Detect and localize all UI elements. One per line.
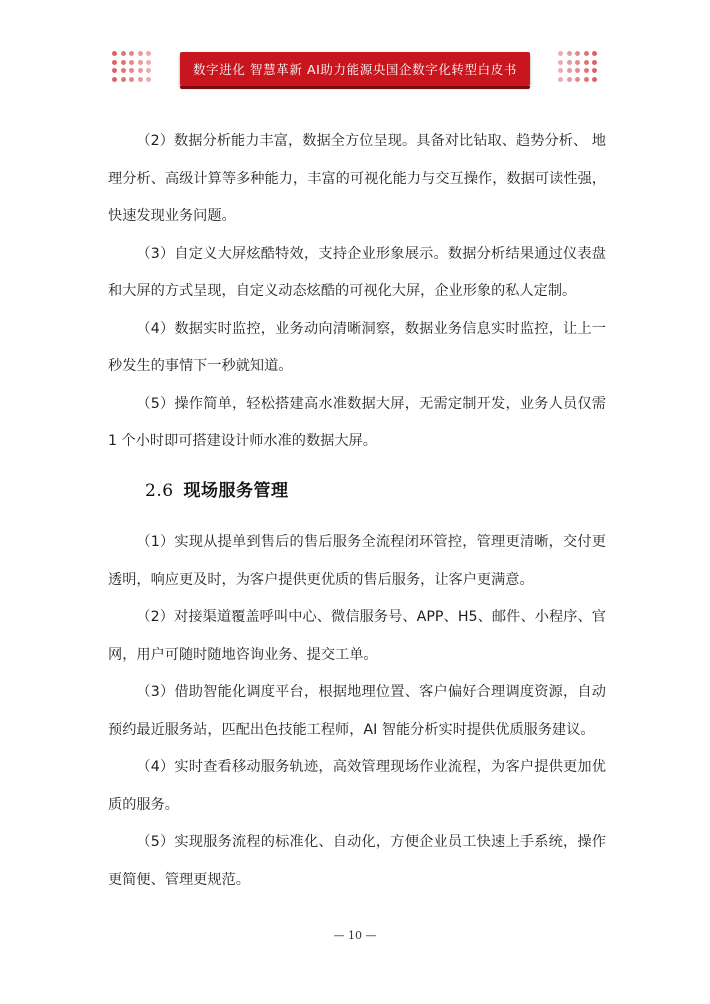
decorative-dot — [146, 60, 151, 65]
decorative-dot — [592, 60, 597, 65]
page-number: — 10 — — [333, 929, 377, 942]
header-banner — [180, 52, 530, 86]
section-heading — [145, 476, 289, 501]
decorative-dot — [138, 68, 143, 73]
paragraph: （3）自定义大屏炫酷特效，支持企业形象展示。数据分析结果通过仪表盘和大屏的方式呈现，自定义动态炫酷的可视化大屏，企业形象的私人定制。 — [108, 245, 606, 299]
decorative-dot — [575, 77, 580, 82]
decorative-dot — [121, 60, 126, 65]
paragraph: （4）数据实时监控，业务动向清晰洞察，数据业务信息实时监控，让上一秒发生的事情下一秒就知道。 — [108, 320, 606, 374]
decorative-dot — [592, 68, 597, 73]
decorative-dot — [129, 68, 134, 73]
paragraph: （4）实时查看移动服务轨迹，高效管理现场作业流程，为客户提供更加优质的服务。 — [108, 759, 606, 813]
decorative-dot — [146, 68, 151, 73]
decorative-dot — [575, 60, 580, 65]
decorative-dot — [567, 51, 572, 56]
decorative-dot — [575, 68, 580, 73]
decorative-dot — [146, 51, 151, 56]
decorative-dot — [584, 77, 589, 82]
decorative-dot — [121, 77, 126, 82]
decorative-dot — [584, 51, 589, 56]
decorative-dot — [129, 51, 134, 56]
decorative-dot — [592, 51, 597, 56]
decorative-dot — [138, 51, 143, 56]
paragraph: （2）对接渠道覆盖呼叫中心、微信服务号、APP、H5、邮件、小程序、官网，用户可随时随地咨询业务、提交工单。 — [108, 609, 606, 663]
decorative-dot — [129, 60, 134, 65]
paragraph: （2）数据分析能力丰富，数据全方位呈现。具备对比钻取、趋势分析、 地理分析、高级计算等多种能力，丰富的可视化能力与交互操作，数据可读性强，快速发现业务问题。 — [108, 133, 606, 224]
decorative-dot-pattern-left — [112, 51, 151, 82]
decorative-dot — [567, 77, 572, 82]
paragraph: （5）操作简单，轻松搭建高水准数据大屏，无需定制开发，业务人员仅需1 个小时即可搭建设计师水准的数据大屏。 — [108, 395, 606, 449]
decorative-dot — [138, 77, 143, 82]
decorative-dot — [558, 60, 563, 65]
decorative-dot — [584, 68, 589, 73]
paragraph: （3）借助智能化调度平台，根据地理位置、客户偏好合理调度资源，自动预约最近服务站，匹配出色技能工程师，AI 智能分析实时提供优质服务建议。 — [108, 684, 606, 738]
page-header — [0, 48, 710, 88]
paragraph: （5）实现服务流程的标准化、自动化，方便企业员工快速上手系统，操作更简便、管理更规范。 — [108, 834, 606, 888]
body-text-bottom — [108, 524, 606, 899]
section-number: 2.6 — [145, 481, 174, 501]
decorative-dot — [129, 77, 134, 82]
body-text-top — [108, 123, 606, 461]
decorative-dot — [112, 68, 117, 73]
decorative-dot — [567, 68, 572, 73]
decorative-dot — [112, 60, 117, 65]
decorative-dot — [112, 51, 117, 56]
decorative-dot — [121, 51, 126, 56]
decorative-dot — [138, 60, 143, 65]
header-title: 数字进化 智慧革新 AI助力能源央国企数字化转型白皮书 — [193, 62, 517, 77]
decorative-dot — [558, 77, 563, 82]
paragraph: （1）实现从提单到售后的售后服务全流程闭环管控，管理更清晰，交付更透明，响应更及时，为客户提供更优质的售后服务，让客户更满意。 — [108, 534, 606, 588]
decorative-dot — [146, 77, 151, 82]
decorative-dot — [121, 68, 126, 73]
decorative-dot — [112, 77, 117, 82]
decorative-dot — [558, 51, 563, 56]
section-title: 现场服务管理 — [183, 481, 289, 501]
decorative-dot-pattern-right — [558, 51, 597, 82]
decorative-dot — [567, 60, 572, 65]
decorative-dot — [592, 77, 597, 82]
decorative-dot — [584, 60, 589, 65]
decorative-dot — [575, 51, 580, 56]
decorative-dot — [558, 68, 563, 73]
